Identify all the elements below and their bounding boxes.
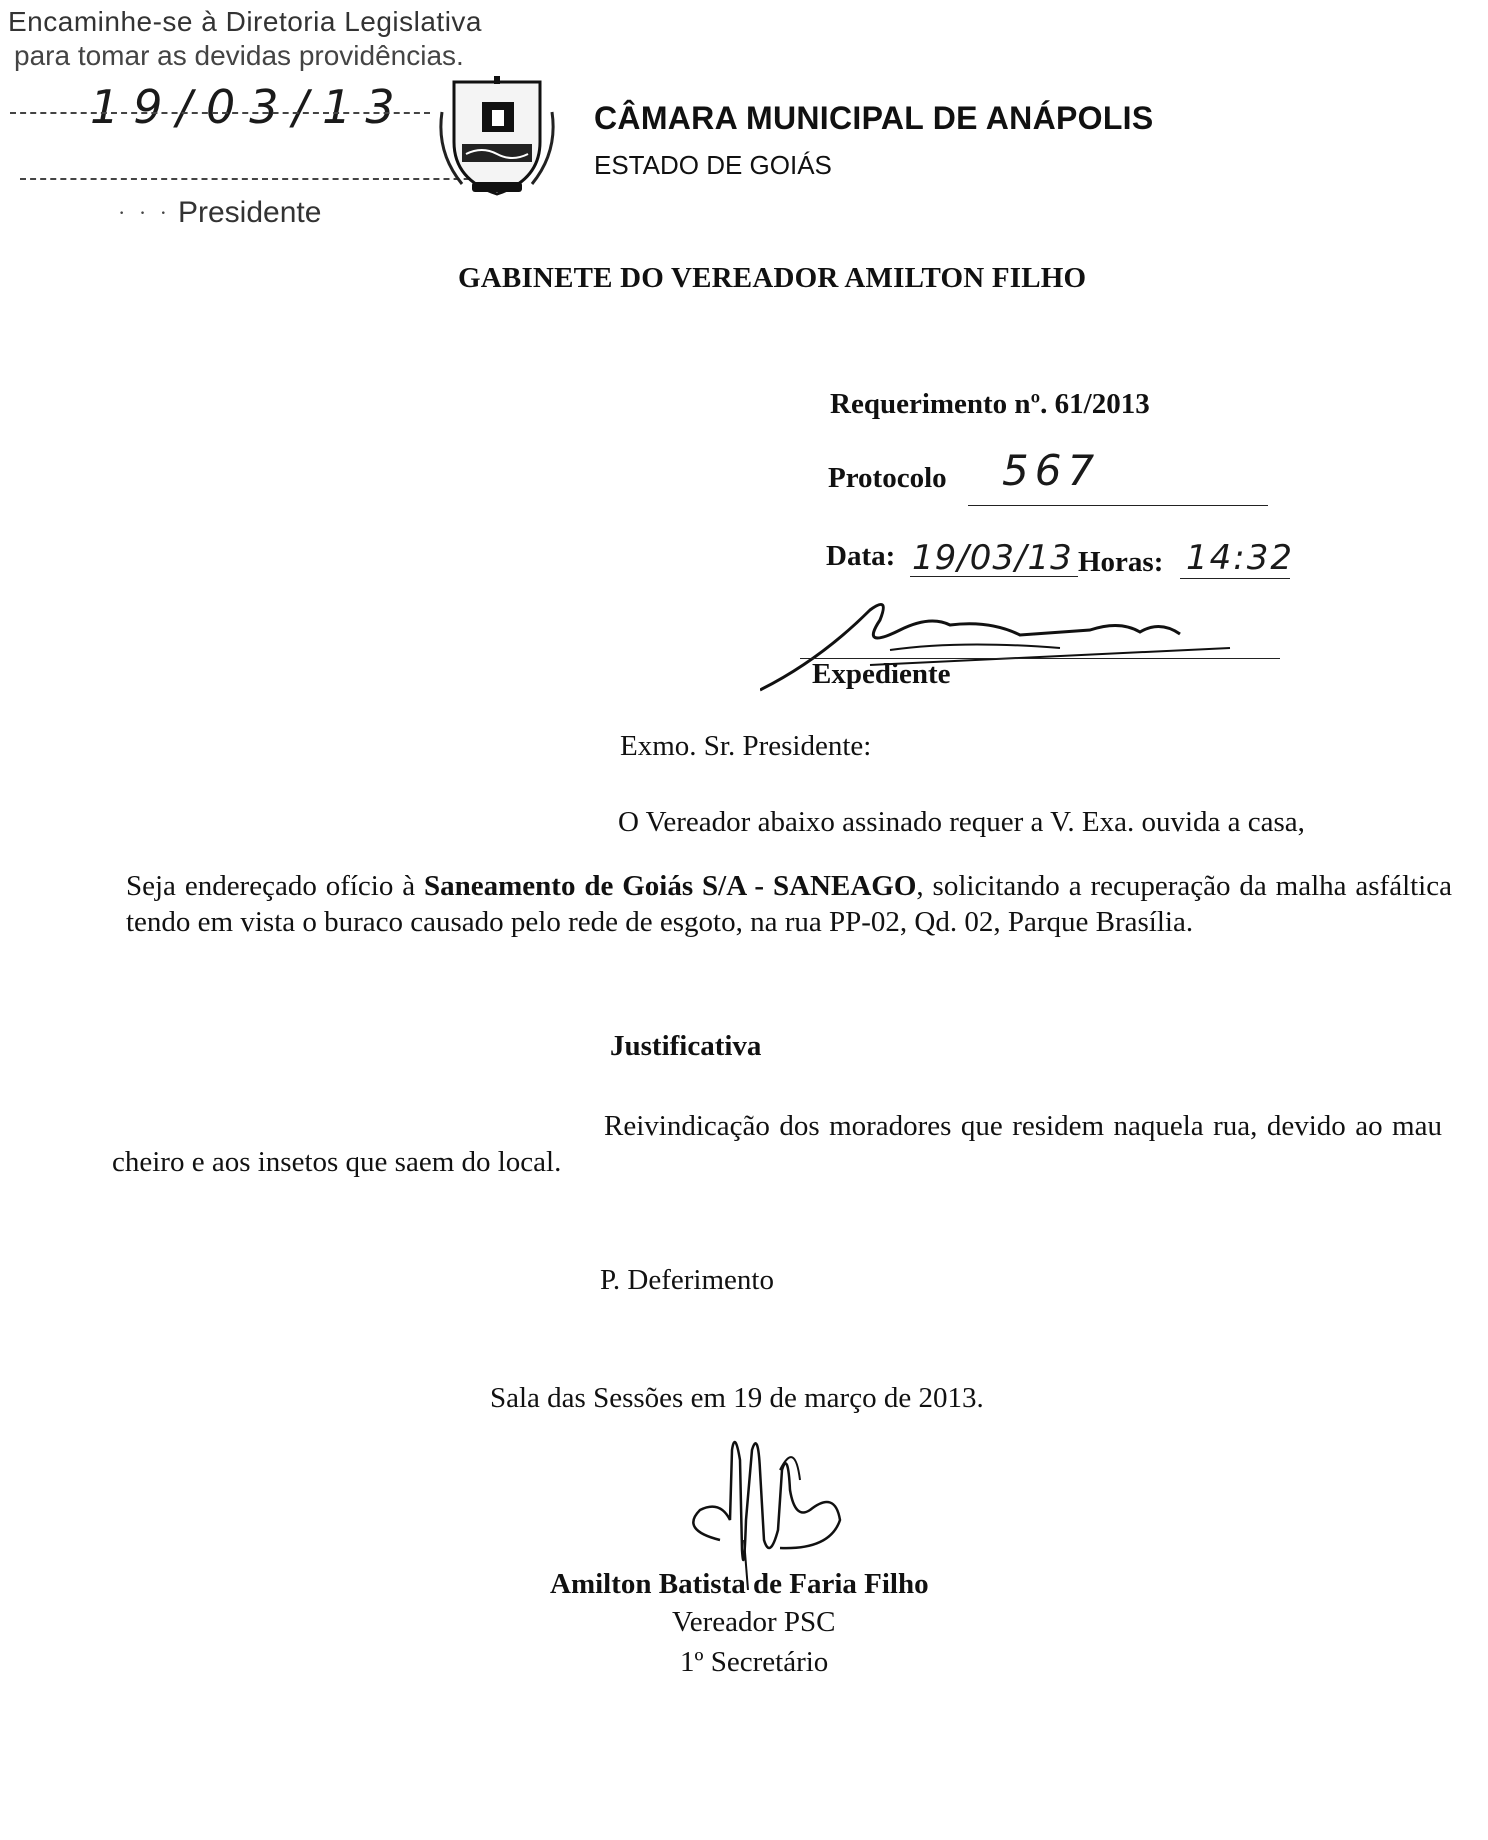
signer-title: 1º Secretário xyxy=(680,1646,829,1678)
cabinet-title: GABINETE DO VEREADOR AMILTON FILHO xyxy=(458,262,1087,294)
request-body-post: , solicitando a recuperação da malha asfáltica tendo em vista o buraco causado pelo rede de esgoto, na rua PP-02, Qd. 02, Parque Brasília. xyxy=(126,870,1452,938)
organization-name: CÂMARA MUNICIPAL DE ANÁPOLIS xyxy=(594,100,1154,136)
protocol-line xyxy=(968,505,1268,506)
request-body-pre: Seja endereçado ofício à xyxy=(126,870,425,902)
intro-text: O Vereador abaixo assinado requer a V. Exa. ouvida a casa, xyxy=(618,806,1305,838)
hours-label: Horas: xyxy=(1078,546,1164,578)
organization-state: ESTADO DE GOIÁS xyxy=(594,150,832,180)
stamp-handwritten-date: 19/03/13 xyxy=(90,80,409,134)
place-date: Sala das Sessões em 19 de março de 2013. xyxy=(490,1382,984,1414)
protocol-value: 567 xyxy=(1002,446,1101,495)
closing: P. Deferimento xyxy=(600,1264,774,1296)
date-line xyxy=(910,576,1078,577)
stamp-instruction-line2: para tomar as devidas providências. xyxy=(14,40,464,71)
signature-icon xyxy=(660,1430,870,1590)
stamp-signer-label: Presidente xyxy=(178,196,322,229)
request-body xyxy=(126,868,1452,940)
date-label: Data: xyxy=(826,540,896,572)
hours-value: 14:32 xyxy=(1186,538,1294,578)
protocol-label: Protocolo xyxy=(828,462,947,494)
signer-role: Vereador PSC xyxy=(672,1606,836,1638)
stamp-instruction-line1: Encaminhe-se à Diretoria Legislativa xyxy=(8,6,482,37)
stamp-rule xyxy=(10,112,430,114)
stamp-dots: · · · xyxy=(118,200,171,225)
municipal-crest-icon xyxy=(432,72,562,202)
expedient-label: Expediente xyxy=(812,658,951,690)
request-body-entity: Saneamento de Goiás S/A - SANEAGO xyxy=(424,870,917,902)
hours-line xyxy=(1180,578,1290,579)
request-number: Requerimento nº. 61/2013 xyxy=(830,388,1150,420)
signer-name: Amilton Batista de Faria Filho xyxy=(550,1568,929,1600)
justification-title: Justificativa xyxy=(610,1030,762,1062)
date-value: 19/03/13 xyxy=(912,538,1073,578)
salutation: Exmo. Sr. Presidente: xyxy=(620,730,872,762)
justification-text: Reivindicação dos moradores que residem naquela rua, devido ao mau cheiro e aos insetos que saem do local. xyxy=(112,1110,1442,1178)
